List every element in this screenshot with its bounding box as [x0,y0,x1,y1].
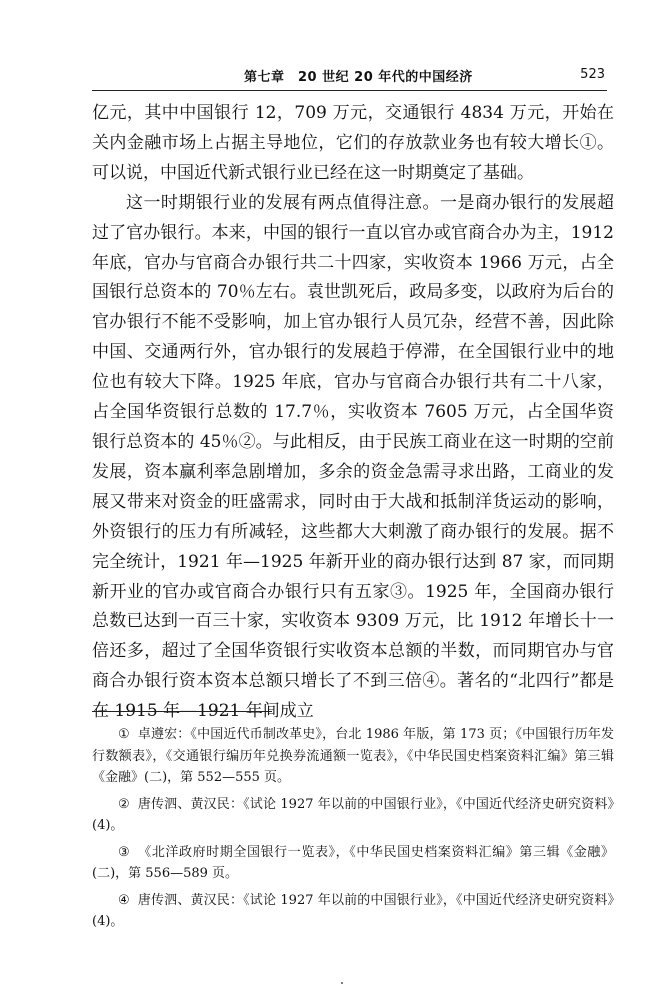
main-text [92,99,614,727]
footnote-mark: ③ [118,844,131,860]
footnote-item [92,842,614,885]
footnote-item [92,724,614,789]
footnote-text: 唐传泗、黄汉民：《试论 1927 年以前的中国银行业》，《中国近代经济史研究资料》(4)。 [92,892,614,929]
print-mark [341,982,343,984]
page-number: 523 [580,67,605,82]
footnote-item [92,794,614,837]
footnote-text: 《北洋政府时期全国银行一览表》，《中华民国史档案资料汇编》第三辑《金融》(二)，第 556—589 页。 [92,844,614,881]
footnote-divider [92,711,272,712]
footnote-mark: ① [118,727,130,742]
paragraph: 这一时期银行业的发展有两点值得注意。一是商办银行的发展超过了官办银行。本来，中国的银行一直以官办或官商合办为主，1912 年底，官办与官商合办银行共二十四家，实收资本 1966 万元，占全国银行总资本的 70％左右。袁世凯死后，政局多变，以政府为后台的官办银行不能不受影响，加上官办银行人员冗杂，经营不善，因此除中国、交通两行外，官办银行的发展趋于停滞，在全国银行业中的地位也有较大下降。1925 年底，官办与官商合办银行共有二十八家，占全国华资银行总数的 17.7％，实收资本 7605 万元，占全国华资银行总资本的 45％②。与此相反，由于民族工商业在这一时期的空前发展，资本赢利率急剧增加，多余的资金急需寻求出路，工商业的发展又带来对资金的旺盛需求，同时由于大战和抵制洋货运动的影响，外资银行的压力有所减轻，这些都大大刺激了商办银行的发展。据不完全统计，1921 年—1925 年新开业的商办银行达到 87 家，而同期新开业的官办或官商合办银行只有五家③。1925 年，全国商办银行总数已达到一百三十家，实收资本 9309 万元，比 1912 年增长十一倍还多，超过了全国华资银行实收资本总额的半数，而同期官办与官商合办银行资本资本总额只增长了不到三倍④。著名的“北四行”都是在 1915 年—1921 年间成立 [92,192,614,722]
footnote-text: 唐传泗、黄汉民：《试论 1927 年以前的中国银行业》，《中国近代经济史研究资料》(4)。 [92,796,614,833]
paragraph: 亿元，其中中国银行 12，709 万元，交通银行 4834 万元，开始在关内金融市场上占据主导地位，它们的存放款业务也有较大增长①。可以说，中国近代新式银行业已经在这一时期奠定了基础。 [92,103,614,183]
footnote-text: 卓遵宏：《中国近代币制改革史》，台北 1986 年版，第 173 页；《中国银行历年发行数额表》，《交通银行编历年兑换券流通额一览表》，《中华民国史档案资料汇编》第三辑《金融》(二)，第 552—555 页。 [92,727,614,785]
footnote-item [92,890,614,933]
footnote-mark: ④ [118,892,130,908]
chapter-title: 第七章 20 世纪 20 年代的中国经济 [244,70,473,85]
running-header [92,60,607,91]
footnote-mark: ② [118,796,130,812]
footnotes [92,724,614,938]
